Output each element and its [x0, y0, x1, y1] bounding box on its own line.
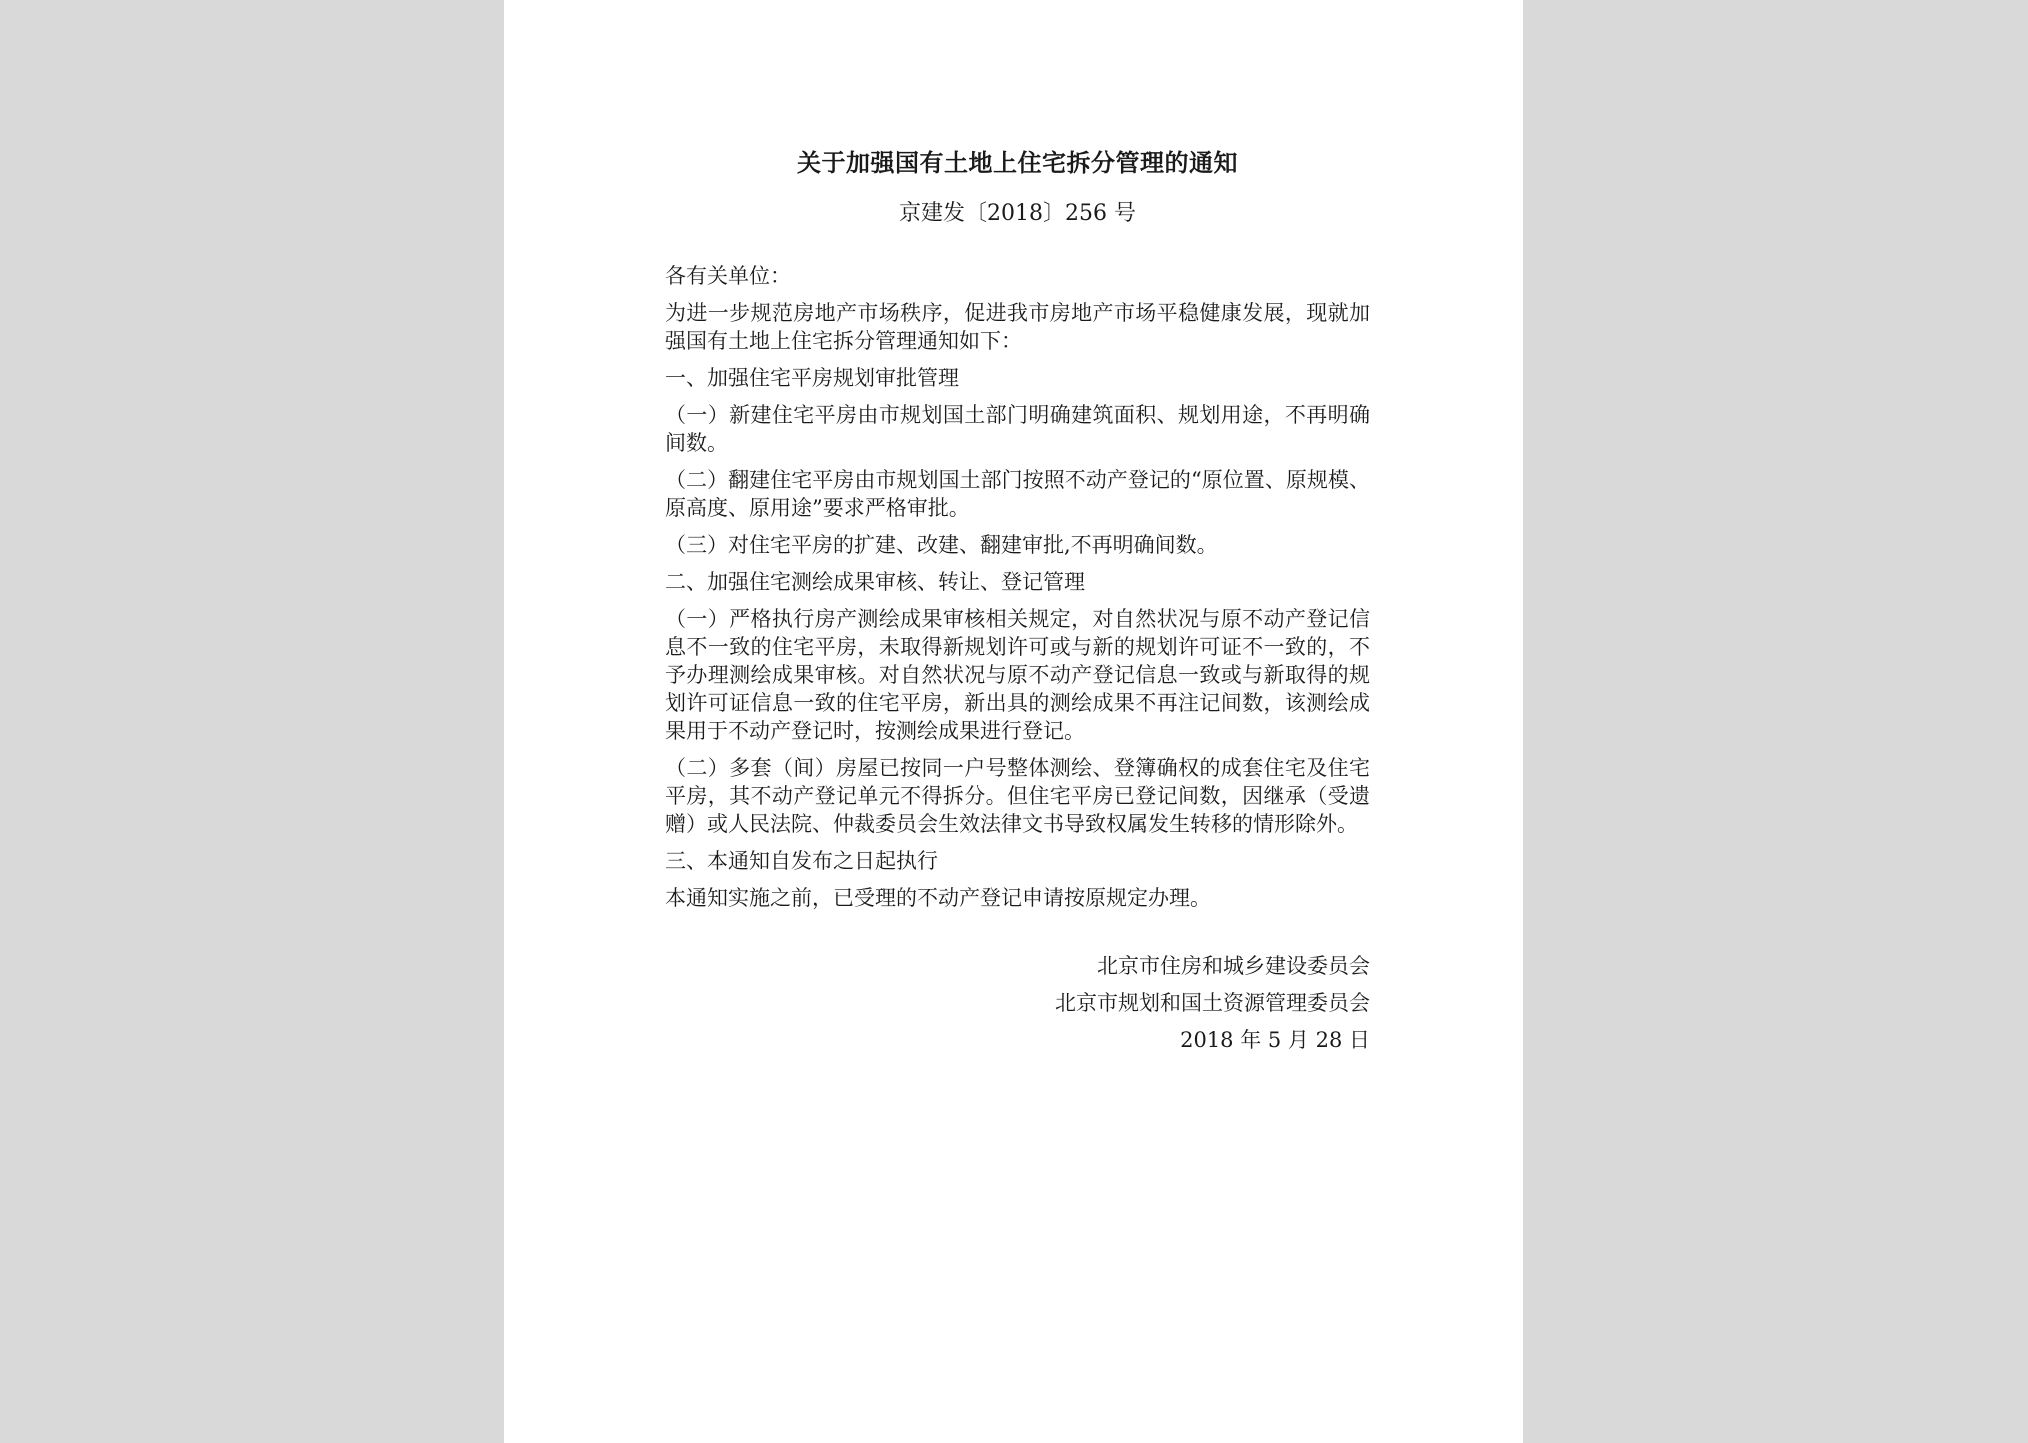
- document-body: [665, 146, 1370, 1063]
- document-number: 京建发〔2018〕256 号: [899, 201, 1136, 226]
- section-heading-3: 三、本通知自发布之日起执行: [665, 849, 938, 873]
- signature-org-2: 北京市规划和国土资源管理委员会: [1055, 991, 1370, 1015]
- salutation: 各有关单位：: [665, 264, 791, 288]
- document-page: [504, 0, 1523, 1443]
- paragraph-1-3: （三）对住宅平房的扩建、改建、翻建审批,不再明确间数。: [665, 533, 1218, 557]
- document-title: 关于加强国有土地上住宅拆分管理的通知: [797, 148, 1238, 177]
- section-heading-2: 二、加强住宅测绘成果审核、转让、登记管理: [665, 570, 1085, 594]
- paragraph-intro: 为进一步规范房地产市场秩序，促进我市房地产市场平稳健康发展，现就加强国有土地上住宅拆分管理通知如下：: [665, 301, 1370, 353]
- paragraph-3-1: 本通知实施之前，已受理的不动产登记申请按原规定办理。: [665, 886, 1211, 910]
- section-heading-1: 一、加强住宅平房规划审批管理: [665, 366, 959, 390]
- signature-org-1: 北京市住房和城乡建设委员会: [1097, 954, 1370, 978]
- signature-block: [665, 952, 1370, 1054]
- paragraph-2-1: （一）严格执行房产测绘成果审核相关规定，对自然状况与原不动产登记信息不一致的住宅平房，未取得新规划许可或与新的规划许可证不一致的，不予办理测绘成果审核。对自然状况与原不动产登记信息一致或与新取得的规划许可证信息一致的住宅平房，新出具的测绘成果不再注记间数，该测绘成果用于不动产登记时，按测绘成果进行登记。: [665, 607, 1370, 743]
- signature-date: 2018 年 5 月 28 日: [1180, 1028, 1370, 1052]
- paragraph-2-2: （二）多套（间）房屋已按同一户号整体测绘、登簿确权的成套住宅及住宅平房，其不动产登记单元不得拆分。但住宅平房已登记间数，因继承（受遗赠）或人民法院、仲裁委员会生效法律文书导致权属发生转移的情形除外。: [665, 756, 1370, 836]
- paragraph-1-2: （二）翻建住宅平房由市规划国土部门按照不动产登记的“原位置、原规模、原高度、原用途”要求严格审批。: [665, 468, 1370, 520]
- paragraph-1-1: （一）新建住宅平房由市规划国土部门明确建筑面积、规划用途，不再明确间数。: [665, 403, 1370, 455]
